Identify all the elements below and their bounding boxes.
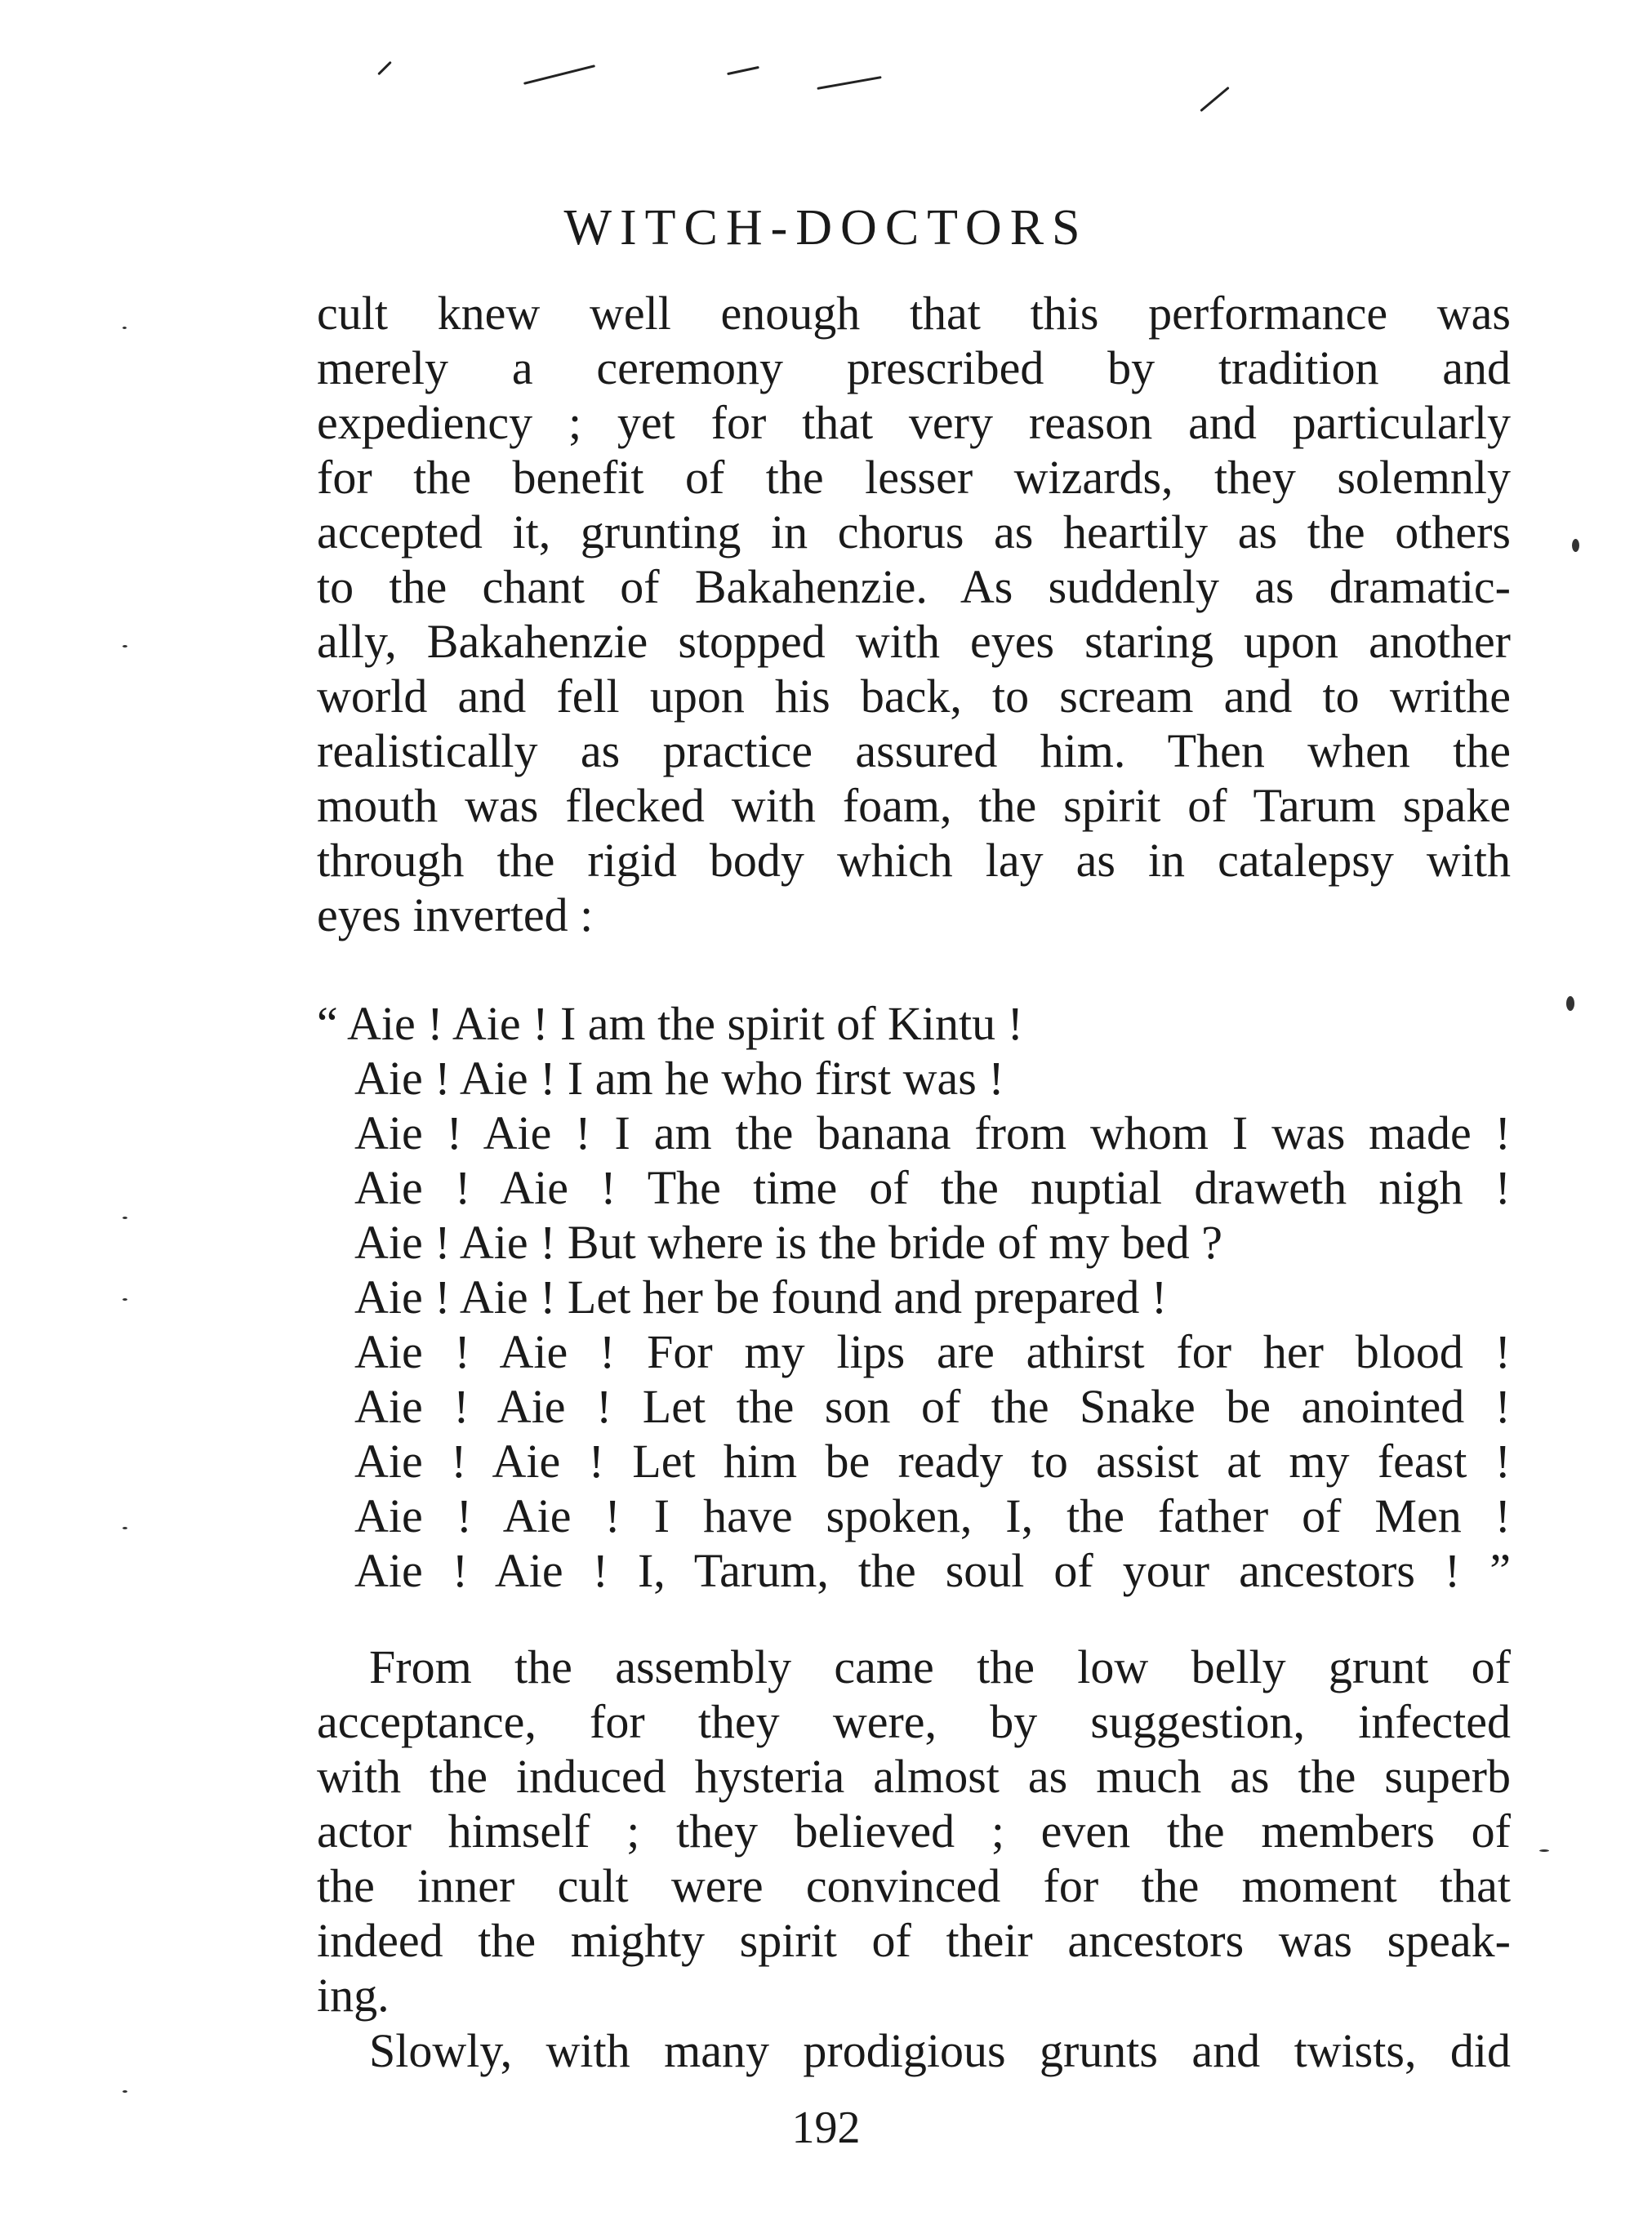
scan-mark (817, 76, 881, 90)
verse-line: Aie ! Aie ! I am he who first was ! (354, 1052, 1004, 1105)
scan-mark (727, 66, 759, 75)
ink-speck (1572, 539, 1579, 552)
scan-mark (377, 61, 392, 76)
ink-speck (1539, 1849, 1549, 1852)
text-line: with the induced hysteria almost as much as the superb (317, 1750, 1511, 1803)
verse-line: Aie ! Aie ! I have spoken, I, the father of Men ! (354, 1489, 1511, 1542)
ink-speck (122, 1217, 127, 1219)
chant-verse (317, 996, 1511, 1598)
scan-mark (523, 65, 595, 85)
text-line: eyes inverted : (317, 888, 594, 941)
text-line: accepted it, grunting in chorus as heartily as the others (317, 505, 1511, 558)
paragraph-2 (317, 1640, 1511, 2023)
verse-line: “ Aie ! Aie ! I am the spirit of Kintu ! (317, 997, 1023, 1050)
ink-speck (122, 645, 127, 647)
paragraph-3 (317, 2023, 1511, 2078)
verse-line: Aie ! Aie ! Let her be found and prepared ! (354, 1270, 1168, 1324)
verse-line: Aie ! Aie ! For my lips are athirst for her blood ! (354, 1325, 1511, 1378)
text-line: merely a ceremony prescribed by tradition and (317, 341, 1511, 394)
ink-speck (122, 1298, 127, 1301)
text-line: ally, Bakahenzie stopped with eyes staring upon another (317, 615, 1511, 668)
text-line: the inner cult were convinced for the moment that (317, 1859, 1511, 1912)
running-head: WITCH-DOCTORS (563, 200, 1089, 256)
verse-line: Aie ! Aie ! But where is the bride of my bed ? (354, 1216, 1223, 1269)
text-line: acceptance, for they were, by suggestion, infected (317, 1695, 1511, 1748)
text-line: cult knew well enough that this performance was (317, 287, 1511, 340)
text-line: actor himself ; they believed ; even the members of (317, 1804, 1511, 1858)
page-number: 192 (791, 2103, 861, 2153)
paragraph-1 (317, 286, 1511, 942)
text-line: to the chant of Bakahenzie. As suddenly as dramatic- (317, 560, 1511, 613)
text-line: realistically as practice assured him. Then when the (317, 724, 1511, 777)
text-line: mouth was flecked with foam, the spirit of Tarum spake (317, 779, 1511, 832)
ink-speck (1566, 996, 1574, 1011)
text-line: From the assembly came the low belly grunt of (369, 1640, 1511, 1693)
ink-speck (122, 1527, 127, 1529)
text-line: Slowly, with many prodigious grunts and twists, did (369, 2024, 1511, 2077)
verse-line: Aie ! Aie ! I am the banana from whom I was made ! (354, 1106, 1511, 1159)
text-line: indeed the mighty spirit of their ancestors was speak- (317, 1914, 1511, 1967)
verse-line: Aie ! Aie ! I, Tarum, the soul of your ancestors ! ” (354, 1544, 1511, 1597)
text-line: for the benefit of the lesser wizards, they solemnly (317, 451, 1511, 504)
ink-speck (122, 327, 127, 329)
text-line: ing. (317, 1969, 390, 2022)
text-line: world and fell upon his back, to scream and to writhe (317, 670, 1511, 723)
scan-mark (1200, 87, 1229, 112)
text-line: expediency ; yet for that very reason and particularly (317, 396, 1511, 449)
ink-speck (122, 2090, 127, 2093)
verse-line: Aie ! Aie ! The time of the nuptial draweth nigh ! (354, 1161, 1511, 1214)
verse-line: Aie ! Aie ! Let him be ready to assist at my feast ! (354, 1435, 1511, 1488)
text-line: through the rigid body which lay as in catalepsy with (317, 834, 1511, 887)
verse-line: Aie ! Aie ! Let the son of the Snake be anointed ! (354, 1380, 1511, 1433)
